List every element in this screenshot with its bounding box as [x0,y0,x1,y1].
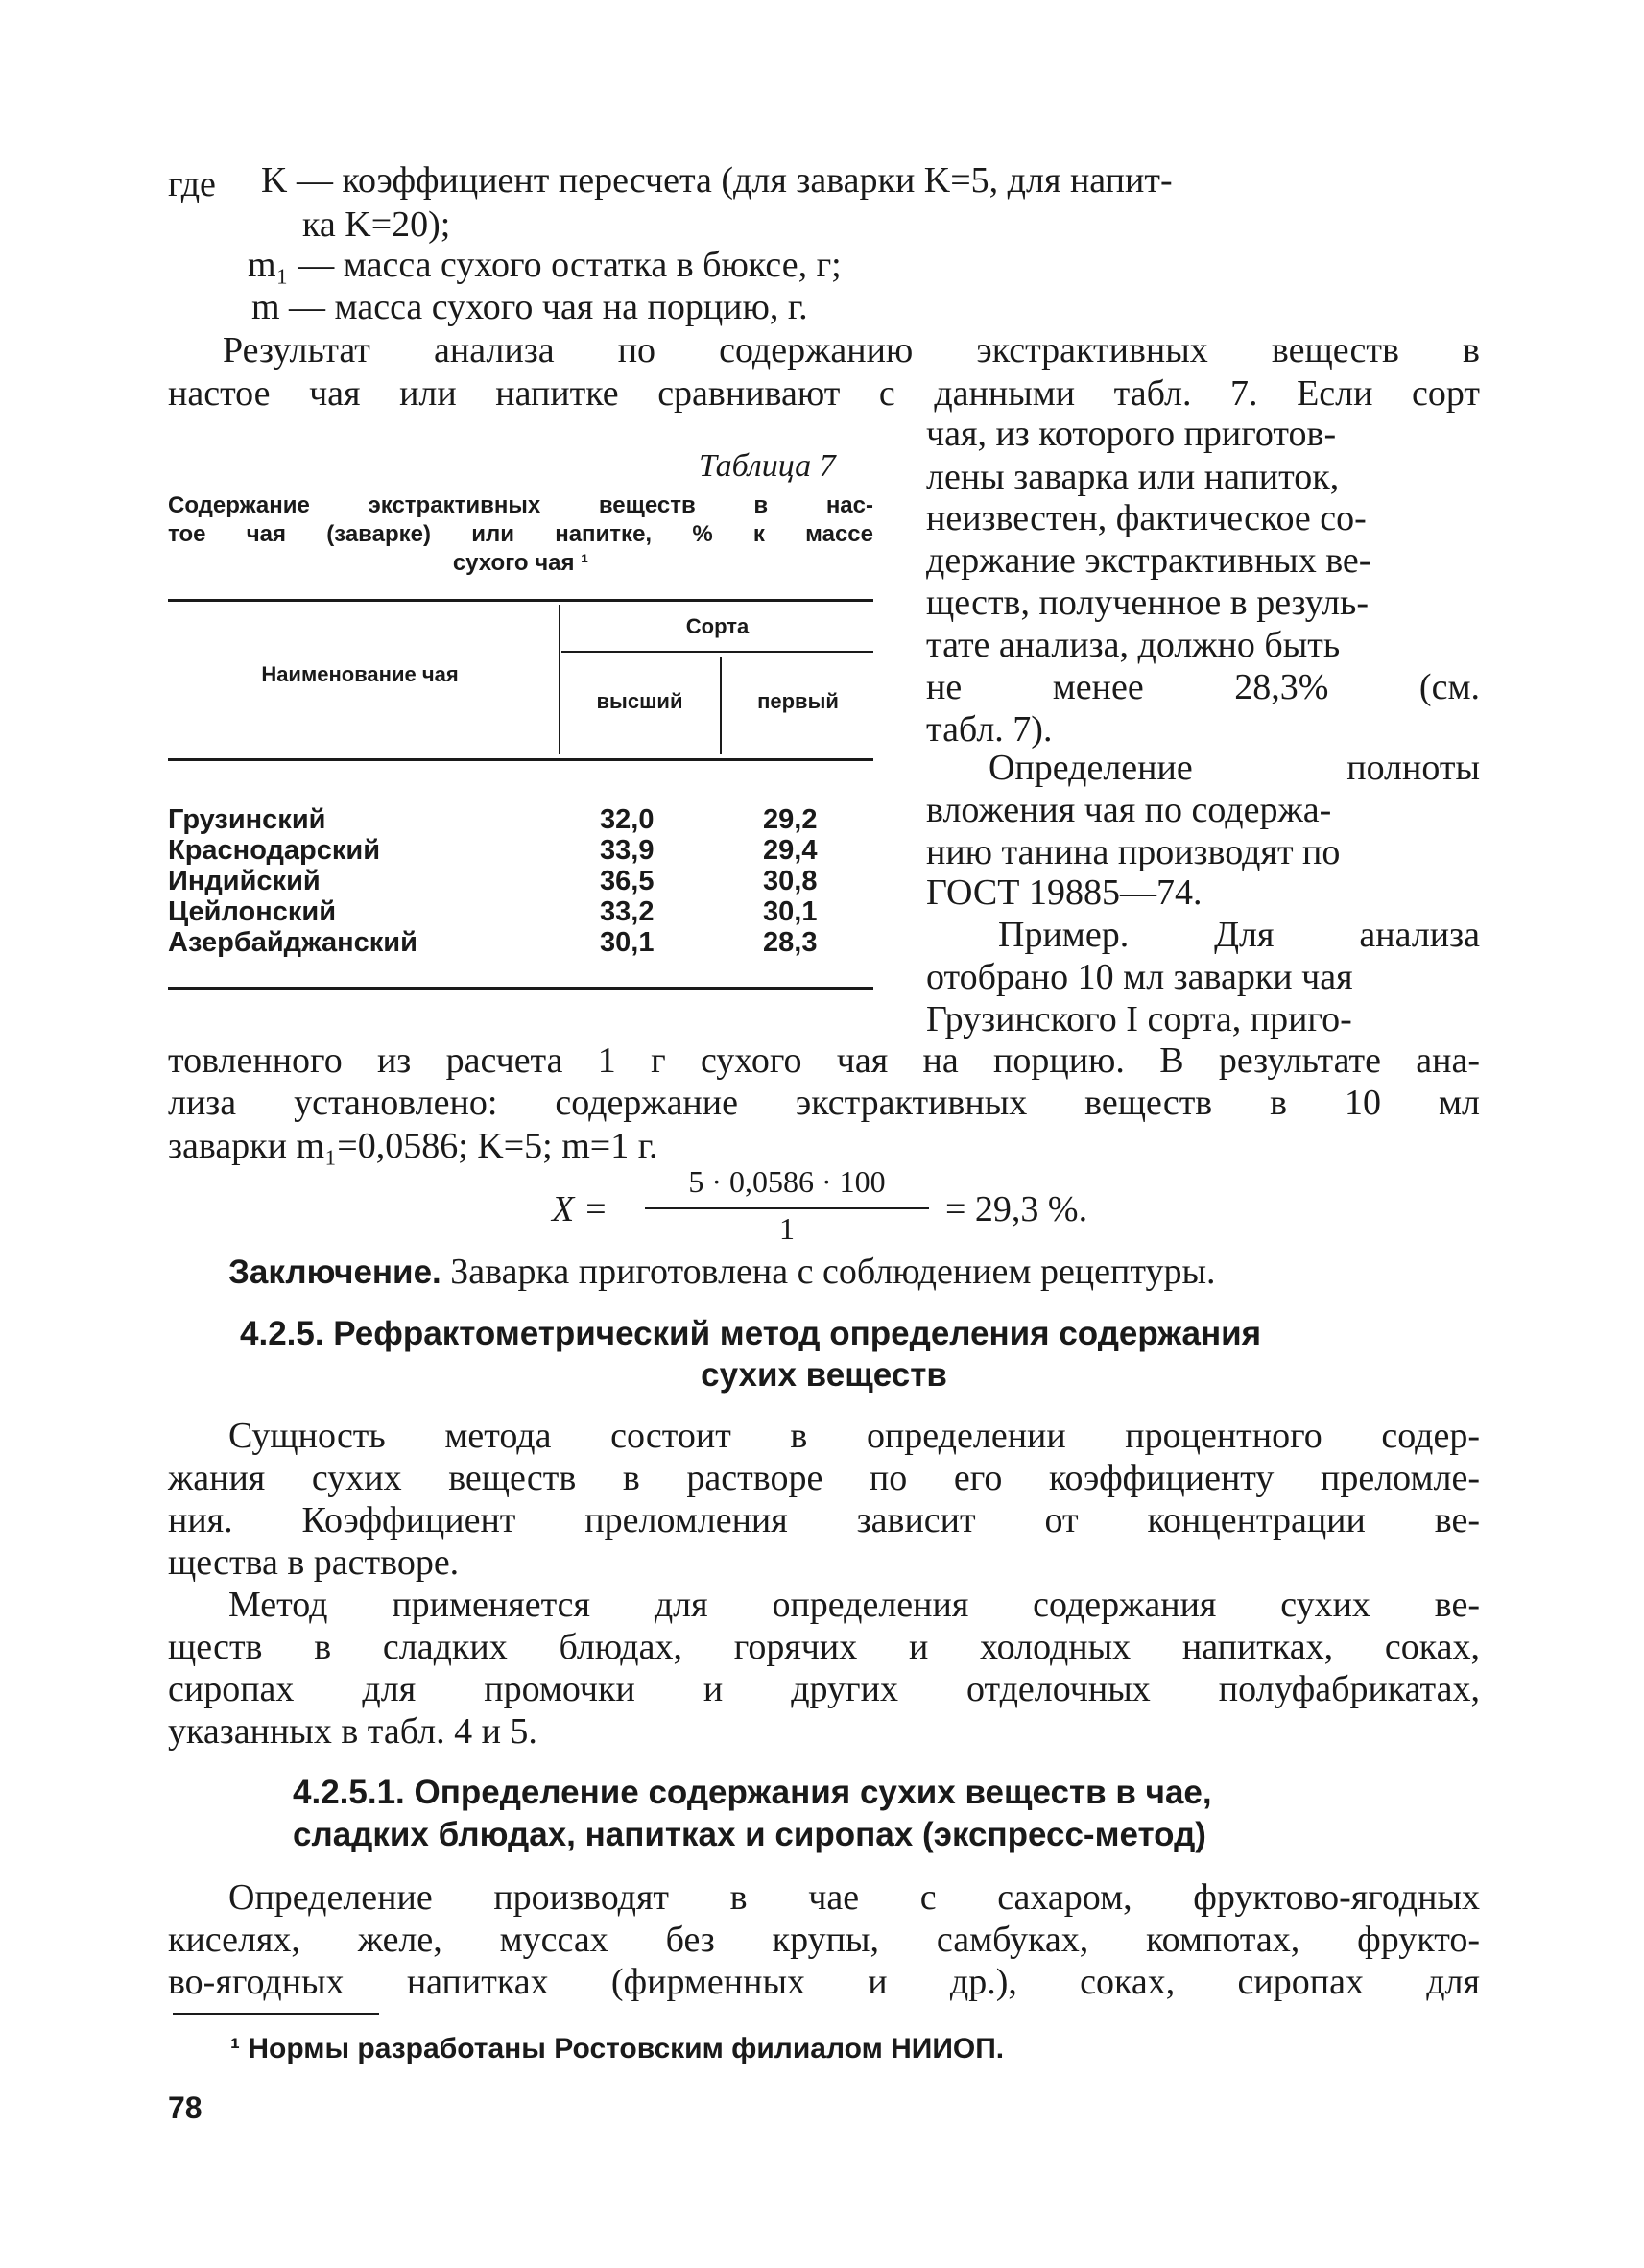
example-line2: лиза установлено: содержание экстрактивных веществ в 10 мл [168,1083,1480,1123]
section-425-p2-line1: Метод применяется для определения содержания сухих ве- [228,1585,1480,1625]
footnote-rule [173,2013,379,2015]
legend-where: где [168,164,216,204]
right-col-line-5: ществ, полученное в резуль- [926,583,1370,623]
right-col-line-15: Грузинского I сорта, приго- [926,999,1352,1039]
formula-fraction-bar [645,1207,929,1209]
conclusion-text: Заварка приготовлена с соблюдением рецептуры. [450,1252,1216,1292]
section-425-p2-line4: указанных в табл. 4 и 5. [168,1711,537,1752]
table-header-grade: Сорта [685,614,750,638]
table-row-name: Азербайджанский [168,927,417,958]
example-line1: товленного из расчета 1 г сухого чая на порцию. В результате ана- [168,1040,1480,1081]
right-col-line-3: неизвестен, фактическое со- [926,498,1367,538]
section-4251-p1-line1: Определение производят в чае с сахаром, фруктово-ягодных [228,1877,1480,1918]
table-row-name: Цейлонский [168,896,337,927]
table-header-rule [168,758,873,761]
right-col-line-8: табл. 7). [926,709,1053,750]
result-para-line1: Результат анализа по содержанию экстрактивных веществ в [223,330,1480,370]
table-top-rule [168,599,873,602]
page-number: 78 [168,2090,203,2125]
formula-lhs: X = [552,1189,608,1229]
table-caption-line2: тое чая (заварке) или напитке, % к массе [168,521,873,547]
right-col-line-6: тате анализа, должно быть [926,625,1341,665]
right-col-line-9: Определение полноты [989,748,1480,788]
table-caption-line1: Содержание экстрактивных веществ в нас- [168,492,873,518]
section-425-p1-line4: щества в растворе. [168,1542,460,1583]
table-row-high: 32,0 [600,804,655,835]
table-vrule-name [559,605,560,754]
table-row-first: 29,4 [763,835,818,866]
section-425-p2-line3: сиропах для промочки и других отделочных полуфабрикатах, [168,1669,1480,1709]
table-col-high: высший [596,689,683,713]
table-row-high: 33,2 [600,896,655,927]
right-col-line-14: отобрано 10 мл заварки чая [926,957,1353,997]
formula-numerator: 5 · 0,0586 · 100 [688,1164,886,1199]
right-col-line-11: нию танина производят по [926,832,1341,872]
table-subheader-rule [561,651,873,653]
legend-m-line: m — масса сухого чая на порцию, г. [251,287,808,327]
right-col-line-10: вложения чая по содержа- [926,790,1332,830]
formula-denominator: 1 [779,1211,795,1246]
section-425-title-line1: 4.2.5. Рефрактометрический метод определения содержания [240,1315,1262,1352]
table-col-first: первый [757,689,839,713]
table-row-name: Краснодарский [168,835,381,866]
legend-m1-line: m₁ — масса сухого остатка в бюксе, г; [248,245,842,285]
section-4251-p1-line2: киселях, желе, муссах без крупы, самбуках, компотах, фрукто- [168,1920,1480,1960]
table-bottom-rule [168,987,873,990]
legend-k-line1: K — коэффициент пересчета (для заварки K=5, для напит- [261,160,1173,201]
right-col-line-2: лены заварка или напиток, [926,457,1340,497]
section-425-title-line2: сухих веществ [701,1356,947,1394]
section-425-p1-line2: жания сухих веществ в растворе по его коэффициенту преломле- [168,1458,1480,1498]
table-label: Таблица 7 [699,448,836,484]
table-row-high: 30,1 [600,927,655,958]
legend-k-line2: ка K=20); [302,204,451,245]
right-col-line-1: чая, из которого приготов- [926,414,1337,454]
table-row-first: 30,8 [763,866,818,896]
right-col-line-13: Пример. Для анализа [998,915,1480,955]
conclusion [228,1251,1216,1294]
table-row-high: 36,5 [600,866,655,896]
table-row-high: 33,9 [600,835,655,866]
table-vrule-grades [720,657,722,754]
table-row-first: 29,2 [763,804,818,835]
table-row-name: Грузинский [168,804,326,835]
conclusion-label: Заключение. [228,1253,441,1291]
section-4251-title-line1: 4.2.5.1. Определение содержания сухих веществ в чае, [293,1774,1212,1811]
section-4251-p1-line3: во-ягодных напитках (фирменных и др.), соках, сиропах для [168,1962,1480,2002]
right-col-line-7: не менее 28,3% (см. [926,667,1480,707]
table-header-name: Наименование чая [261,662,459,686]
section-425-p2-line2: ществ в сладких блюдах, горячих и холодных напитках, соках, [168,1627,1480,1667]
table-row-first: 30,1 [763,896,818,927]
table-row-name: Индийский [168,866,321,896]
right-col-line-4: держание экстрактивных ве- [926,540,1371,581]
section-425-p1-line3: ния. Коэффициент преломления зависит от концентрации ве- [168,1500,1480,1540]
section-4251-title-line2: сладких блюдах, напитках и сиропах (экспресс-метод) [293,1816,1206,1853]
result-para-line2: настое чая или напитке сравнивают с данными табл. 7. Если сорт [168,373,1480,414]
footnote: ¹ Нормы разработаны Ростовским филиалом НИИОП. [230,2033,1005,2065]
formula-rhs: = 29,3 %. [945,1189,1088,1229]
table-row-first: 28,3 [763,927,818,958]
section-425-p1-line1: Сущность метода состоит в определении процентного содер- [228,1416,1480,1456]
right-col-line-12: ГОСТ 19885—74. [926,872,1203,913]
example-line3: заварки m₁=0,0586; K=5; m=1 г. [168,1126,658,1166]
table-caption-line3: сухого чая ¹ [452,550,589,576]
